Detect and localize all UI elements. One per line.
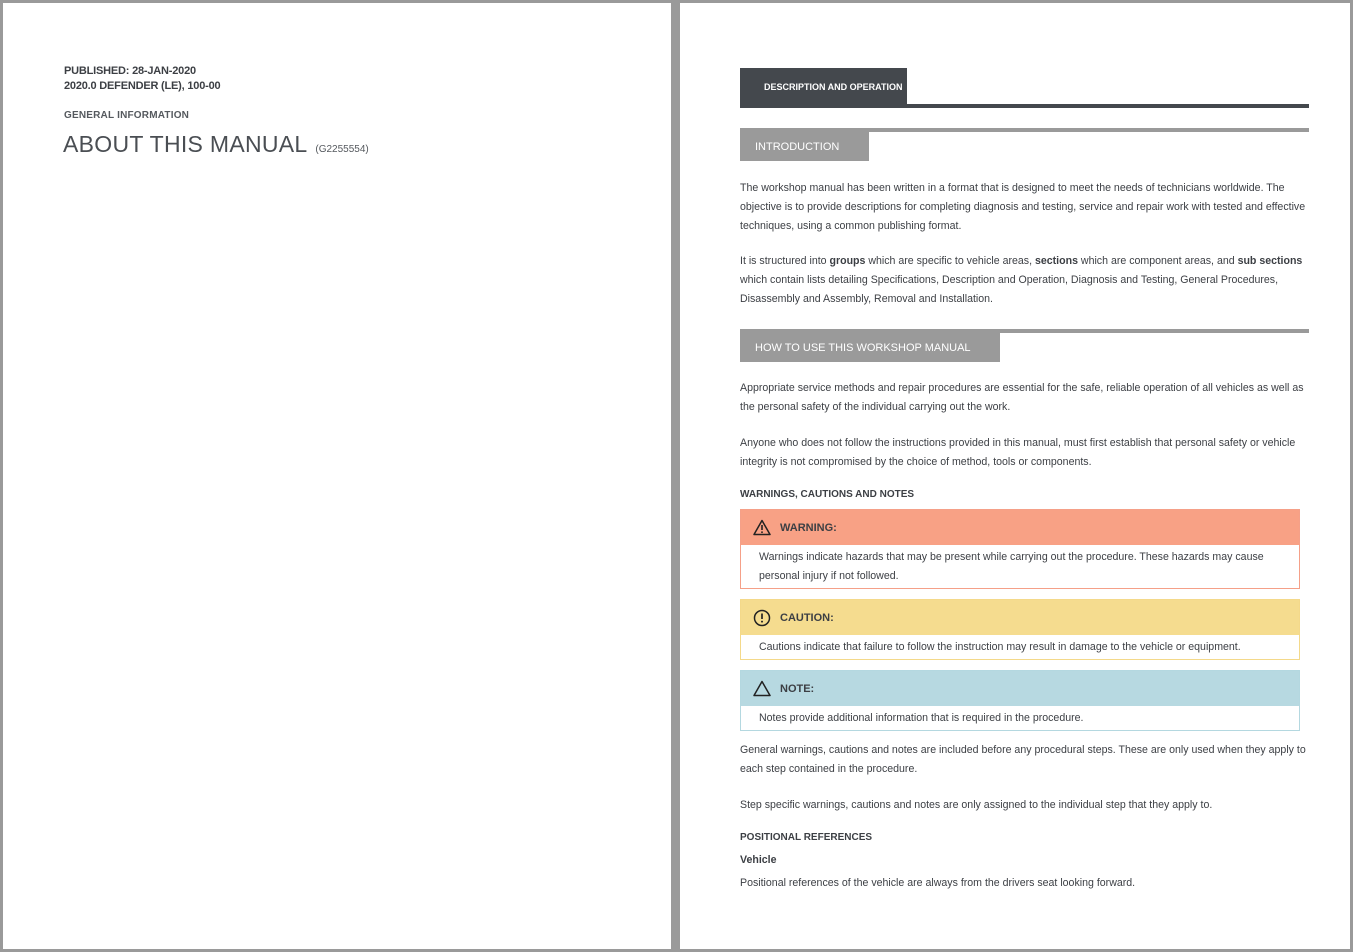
bold-term-groups: groups: [829, 255, 866, 267]
model-reference: 2020.0 DEFENDER (LE), 100-00: [64, 80, 221, 92]
bold-term-sections: sections: [1034, 255, 1078, 267]
vehicle-text: Positional references of the vehicle are always from the drivers seat looking forward.: [740, 877, 1136, 889]
text-run: which are specific to vehicle areas,: [865, 255, 1035, 267]
caution-label: CAUTION:: [780, 611, 834, 624]
warnings-heading: WARNINGS, CAUTIONS AND NOTES: [740, 489, 915, 500]
howto-paragraph-2: Anyone who does not follow the instructions provided in this manual, must first establish that personal safety or vehicle integrity is not compromised by the choice of method, tools or components.: [740, 437, 1296, 468]
introduction-heading: INTRODUCTION: [740, 132, 869, 161]
intro-paragraph-2: [740, 252, 1308, 309]
warning-triangle-icon: [753, 519, 771, 536]
warning-header: [741, 510, 1299, 545]
section-label: GENERAL INFORMATION: [64, 110, 190, 121]
step-warnings-paragraph: Step specific warnings, cautions and notes are only assigned to the individual step that they apply to.: [740, 799, 1213, 811]
howto-header: [740, 329, 1308, 362]
description-header: [740, 68, 1308, 108]
introduction-header: [740, 128, 1308, 161]
warning-text: Warnings indicate hazards that may be present while carrying out the procedure. These hazards may cause personal injury if not followed.: [759, 551, 1264, 582]
text-run: which are component areas, and: [1077, 255, 1238, 267]
exclamation-circle-icon: [753, 609, 771, 627]
note-text: Notes provide additional information that is required in the procedure.: [759, 712, 1084, 724]
tab-description-and-operation: DESCRIPTION AND OPERATION: [740, 68, 907, 105]
note-callout: [740, 670, 1300, 731]
howto-heading: HOW TO USE THIS WORKSHOP MANUAL: [740, 333, 1000, 362]
left-page: [3, 3, 671, 949]
page-title-text: ABOUT THIS MANUAL: [63, 131, 307, 157]
published-date: PUBLISHED: 28-JAN-2020: [64, 65, 196, 77]
page-title: [63, 131, 369, 158]
right-page: [680, 3, 1350, 949]
caution-header: [741, 600, 1299, 635]
header-rule: [740, 104, 1309, 108]
intro-paragraph-1: The workshop manual has been written in a format that is designed to meet the needs of technicians worldwide. The objective is to provide descriptions for completing diagnosis and testing, service and repair work with tested and effective techniques, using a common publishing format.: [740, 182, 1306, 232]
caution-callout: [740, 599, 1300, 660]
note-label: NOTE:: [780, 682, 815, 695]
warning-label: WARNING:: [780, 521, 837, 534]
document-code: (G2255554): [315, 144, 369, 155]
general-warnings-paragraph: General warnings, cautions and notes are included before any procedural steps. These are only used when they apply to each step contained in the procedure.: [740, 744, 1306, 775]
vehicle-subheading: Vehicle: [740, 854, 777, 866]
note-header: [741, 671, 1299, 706]
note-triangle-icon: [753, 680, 771, 697]
bold-term-sub-sections: sub sections: [1237, 255, 1303, 267]
howto-paragraph-1: Appropriate service methods and repair procedures are essential for the safe, reliable operation of all vehicles as well as the personal safety of the individual carrying out the work.: [740, 382, 1304, 413]
text-run: which contain lists detailing Specifications, Description and Operation, Diagnosis and Testing, General Procedures, Disassembly and Assembly, Removal and Installation.: [740, 274, 1279, 305]
positional-references-heading: POSITIONAL REFERENCES: [740, 832, 873, 843]
caution-text: Cautions indicate that failure to follow the instruction may result in damage to the vehicle or equipment.: [759, 641, 1241, 653]
text-run: It is structured into: [740, 255, 830, 267]
warning-callout: [740, 509, 1300, 589]
